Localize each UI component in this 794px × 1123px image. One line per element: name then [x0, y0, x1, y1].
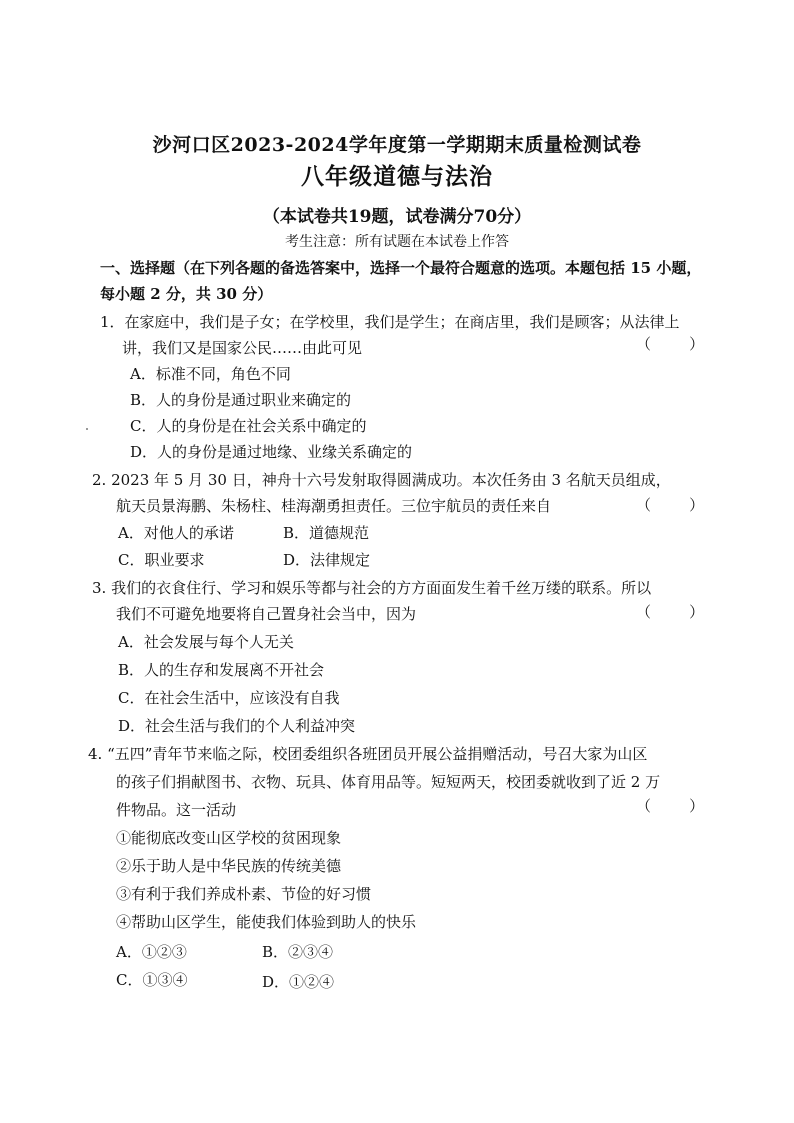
answer-bracket-3[interactable]: （ ） — [636, 603, 705, 621]
question-1-option-c[interactable]: C．人的身份是在社会关系中确定的 — [130, 417, 367, 435]
question-2-option-b[interactable]: B．道德规范 — [283, 524, 370, 542]
section-heading-line2: 每小题 2 分，共 30 分） — [100, 285, 273, 303]
question-4-line2: 的孩子们捐献图书、衣物、玩具、体育用品等。短短两天，校团委就收到了近 2 万 — [116, 773, 661, 791]
question-4-statement-3: ③有利于我们养成朴素、节俭的好习惯 — [116, 885, 372, 903]
exam-subtitle: （本试卷共19题，试卷满分70分） — [262, 207, 532, 227]
scan-speck — [86, 428, 88, 430]
question-3-line1: 3. 我们的衣食住行、学习和娱乐等都与社会的方方面面发生着千丝万缕的联系。所以 — [92, 579, 652, 597]
question-4-statement-1: ①能彻底改变山区学校的贫困现象 — [116, 829, 342, 847]
question-3-option-c[interactable]: C．在社会生活中，应该没有自我 — [118, 689, 340, 707]
question-2-option-c[interactable]: C．职业要求 — [118, 551, 205, 569]
answer-bracket-4[interactable]: （ ） — [636, 797, 705, 815]
exam-title: 沙河口区2023-2024学年度第一学期期末质量检测试卷 — [152, 134, 642, 156]
question-4-line1: 4. “五四”青年节来临之际，校团委组织各班团员开展公益捐赠活动，号召大家为山区 — [88, 745, 648, 763]
question-4-option-c[interactable]: C．①③④ — [116, 971, 188, 989]
question-2-line1: 2. 2023 年 5 月 30 日，神舟十六号发射取得圆满成功。本次任务由 3 名航天员组成， — [92, 471, 671, 489]
question-4-line3: 件物品。这一活动 — [116, 801, 237, 819]
question-4-option-b[interactable]: B．②③④ — [262, 943, 334, 961]
answer-bracket-1[interactable]: （ ） — [636, 335, 705, 353]
question-3-option-b[interactable]: B．人的生存和发展离不开社会 — [118, 661, 325, 679]
question-4-option-a[interactable]: A．①②③ — [116, 943, 187, 961]
question-2-line2: 航天员景海鹏、朱杨柱、桂海潮勇担责任。三位宇航员的责任来自 — [116, 497, 552, 515]
question-4-option-d[interactable]: D．①②④ — [262, 973, 335, 991]
question-3-option-d[interactable]: D．社会生活与我们的个人利益冲突 — [118, 717, 356, 735]
question-4-statement-4: ④帮助山区学生，能使我们体验到助人的快乐 — [116, 913, 417, 931]
exam-notice: 考生注意：所有试题在本试卷上作答 — [285, 234, 509, 250]
question-1-option-d[interactable]: D．人的身份是通过地缘、业缘关系确定的 — [130, 443, 413, 461]
question-3-option-a[interactable]: A．社会发展与每个人无关 — [118, 633, 294, 651]
question-2-option-d[interactable]: D．法律规定 — [283, 551, 371, 569]
question-1-line2: 讲，我们又是国家公民……由此可见 — [122, 339, 363, 357]
question-1-option-a[interactable]: A．标准不同，角色不同 — [130, 365, 291, 383]
question-4-statement-2: ②乐于助人是中华民族的传统美德 — [116, 857, 342, 875]
section-heading-line1: 一、选择题（在下列各题的备选答案中，选择一个最符合题意的选项。本题包括 15 小题， — [100, 259, 702, 277]
answer-bracket-2[interactable]: （ ） — [636, 496, 705, 514]
question-2-option-a[interactable]: A．对他人的承诺 — [118, 524, 234, 542]
question-1-option-b[interactable]: B．人的身份是通过职业来确定的 — [130, 391, 352, 409]
question-3-line2: 我们不可避免地要将自己置身社会当中，因为 — [116, 605, 417, 623]
question-1-line1: 1．在家庭中，我们是子女；在学校里，我们是学生；在商店里，我们是顾客；从法律上 — [100, 313, 680, 331]
subject-title: 八年级道德与法治 — [301, 163, 493, 190]
